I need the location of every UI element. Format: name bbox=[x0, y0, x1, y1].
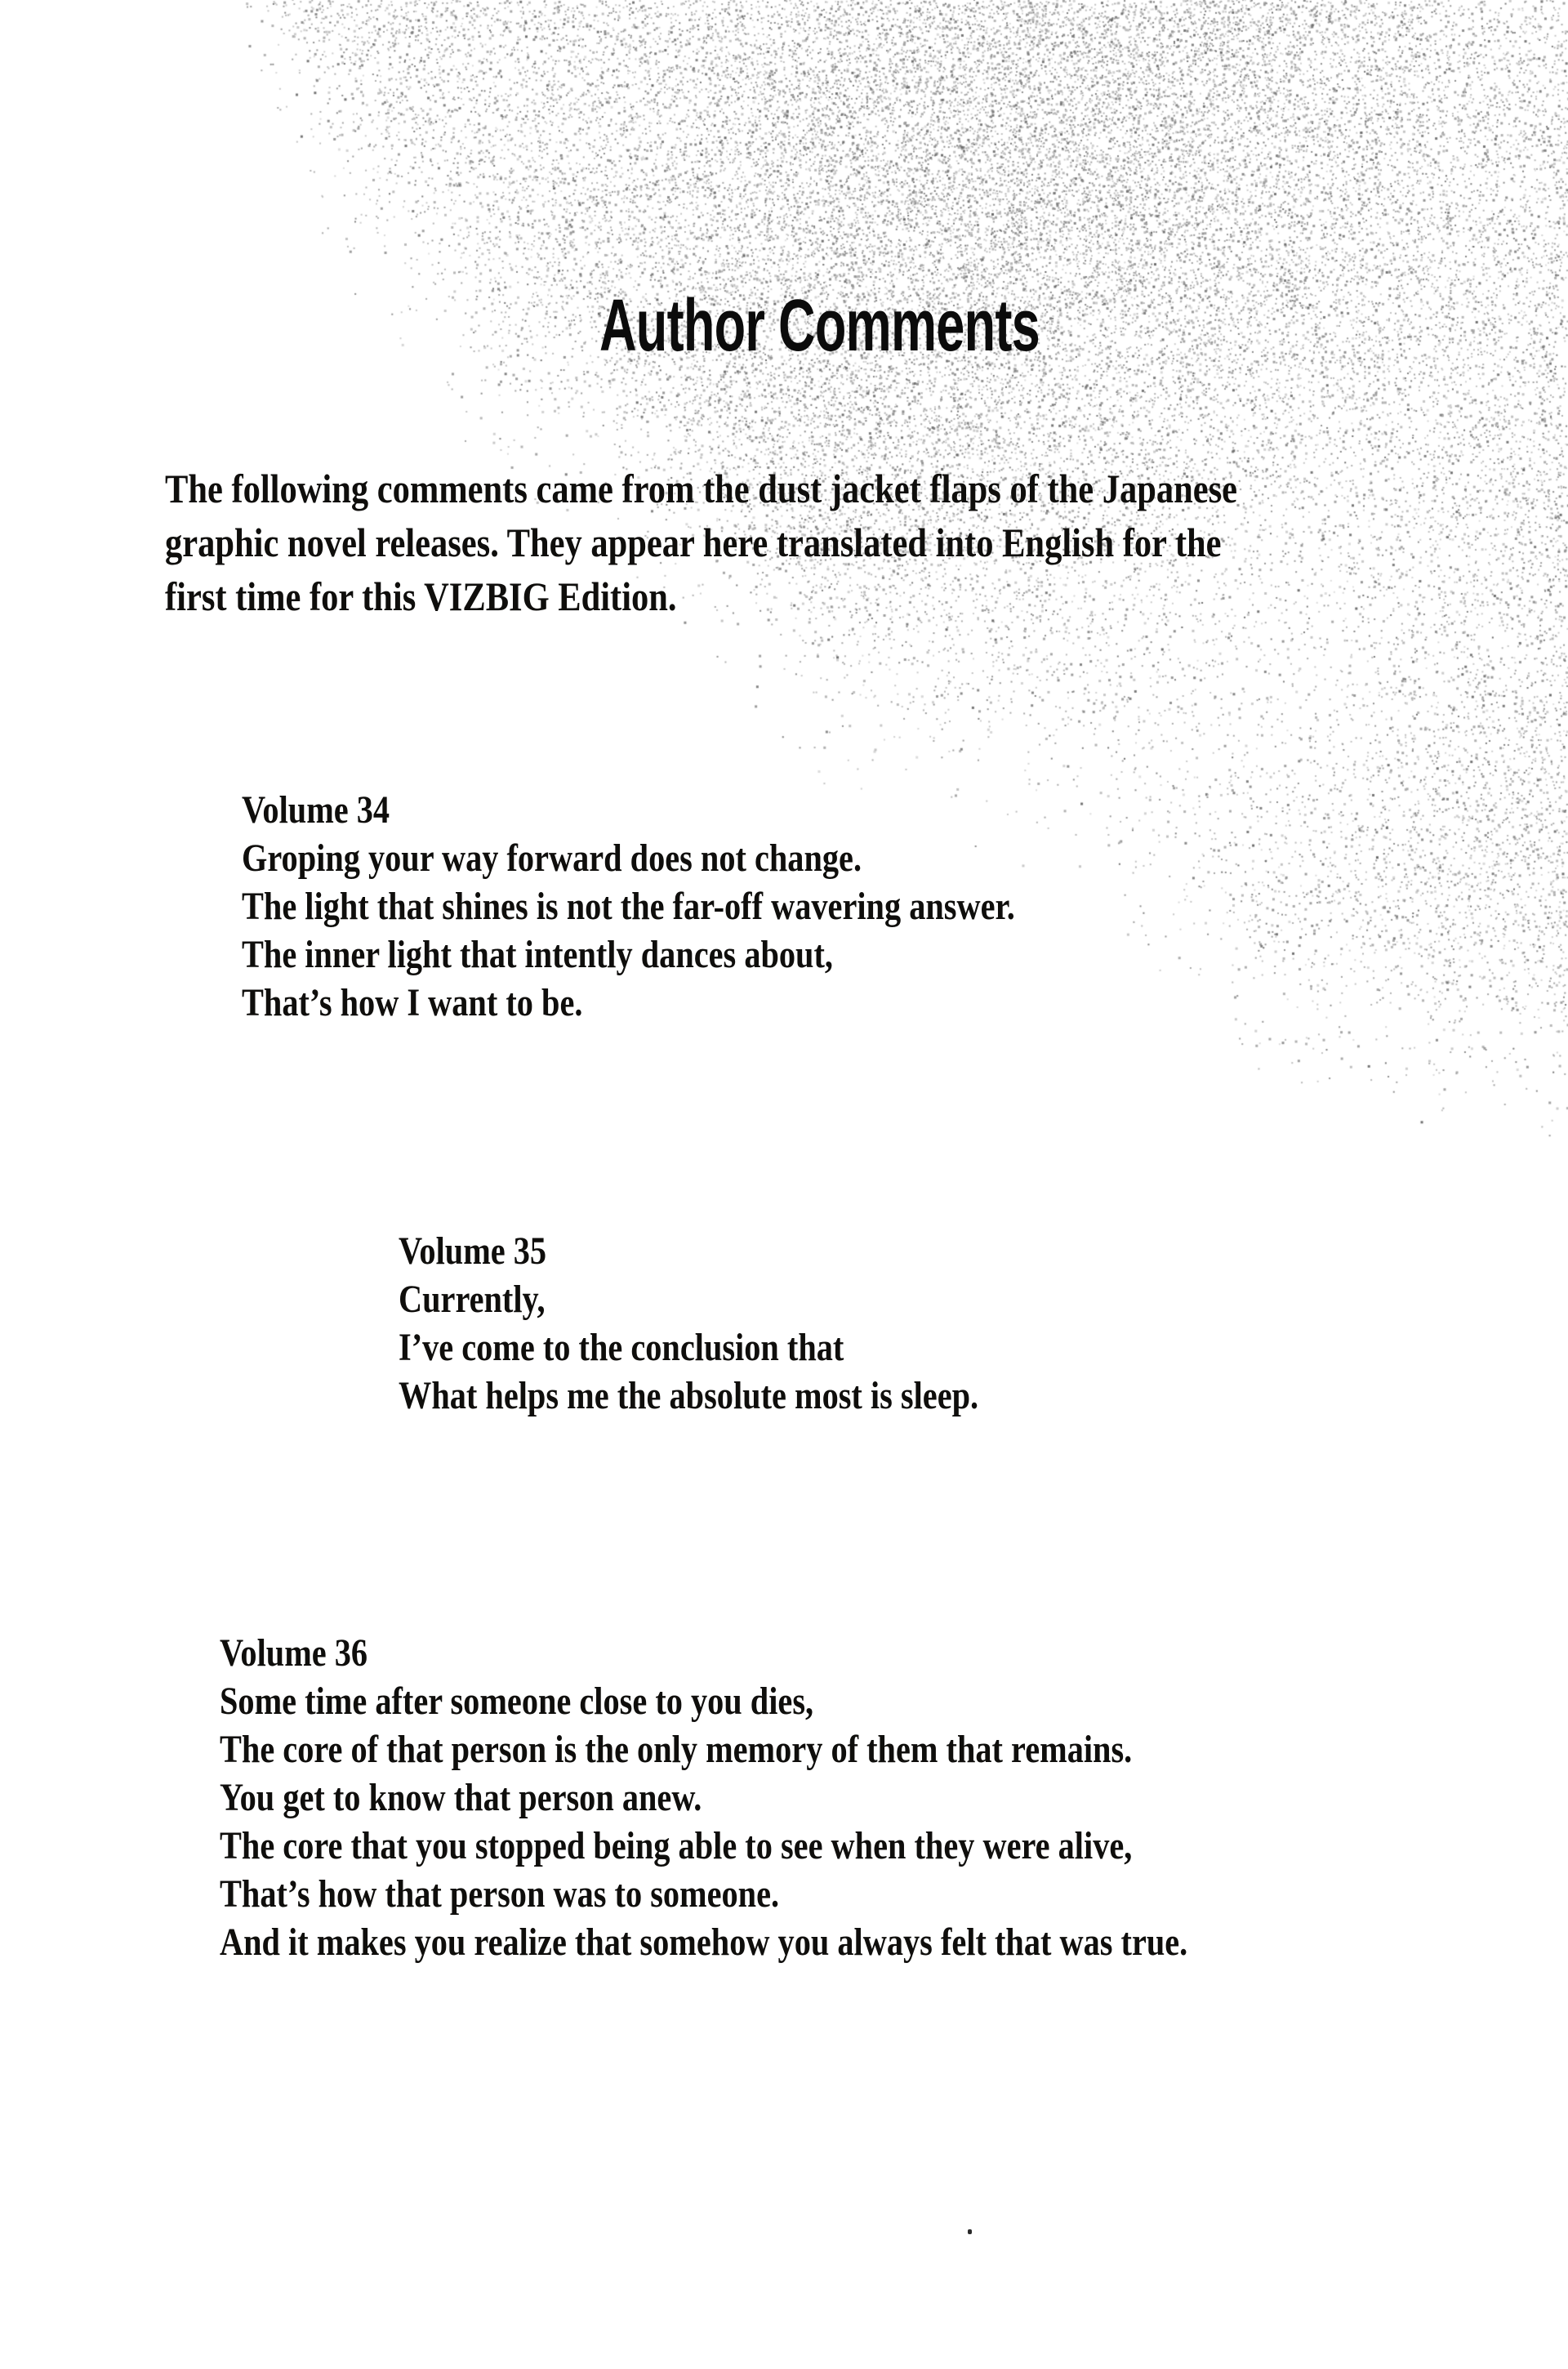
volume-35-section bbox=[399, 1227, 978, 1420]
comment-line: That’s how I want to be. bbox=[242, 981, 583, 1024]
volume-heading: Volume 35 bbox=[399, 1229, 547, 1273]
comment-line: The light that shines is not the far-off wavering answer. bbox=[242, 885, 1015, 928]
comment-line: Some time after someone close to you dies, bbox=[220, 1680, 814, 1723]
comment-line: The inner light that intently dances about, bbox=[242, 933, 833, 976]
volume-34-section bbox=[242, 786, 1015, 1027]
comment-line: What helps me the absolute most is sleep. bbox=[399, 1374, 979, 1417]
ink-speck bbox=[968, 2229, 972, 2234]
intro-line: first time for this VIZBIG Edition. bbox=[165, 573, 677, 619]
comment-line: The core that you stopped being able to see when they were alive, bbox=[220, 1824, 1133, 1867]
comment-line: The core of that person is the only memory of them that remains. bbox=[220, 1728, 1133, 1771]
comment-line: I’ve come to the conclusion that bbox=[399, 1326, 844, 1369]
volume-heading: Volume 36 bbox=[220, 1631, 368, 1675]
volume-heading: Volume 34 bbox=[242, 788, 390, 832]
intro-line: graphic novel releases. They appear here translated into English for the bbox=[165, 520, 1222, 565]
comment-line: And it makes you realize that somehow you always felt that was true. bbox=[220, 1921, 1188, 1964]
intro-line: The following comments came from the dust jacket flaps of the Japanese bbox=[165, 466, 1238, 511]
intro-paragraph bbox=[165, 462, 1237, 623]
comment-line: Groping your way forward does not change. bbox=[242, 837, 862, 880]
comment-line: That’s how that person was to someone. bbox=[220, 1872, 780, 1916]
comment-line: Currently, bbox=[399, 1278, 546, 1321]
page-title: Author Comments bbox=[599, 285, 1040, 367]
comment-line: You get to know that person anew. bbox=[220, 1776, 702, 1819]
volume-36-section bbox=[220, 1629, 1187, 1966]
